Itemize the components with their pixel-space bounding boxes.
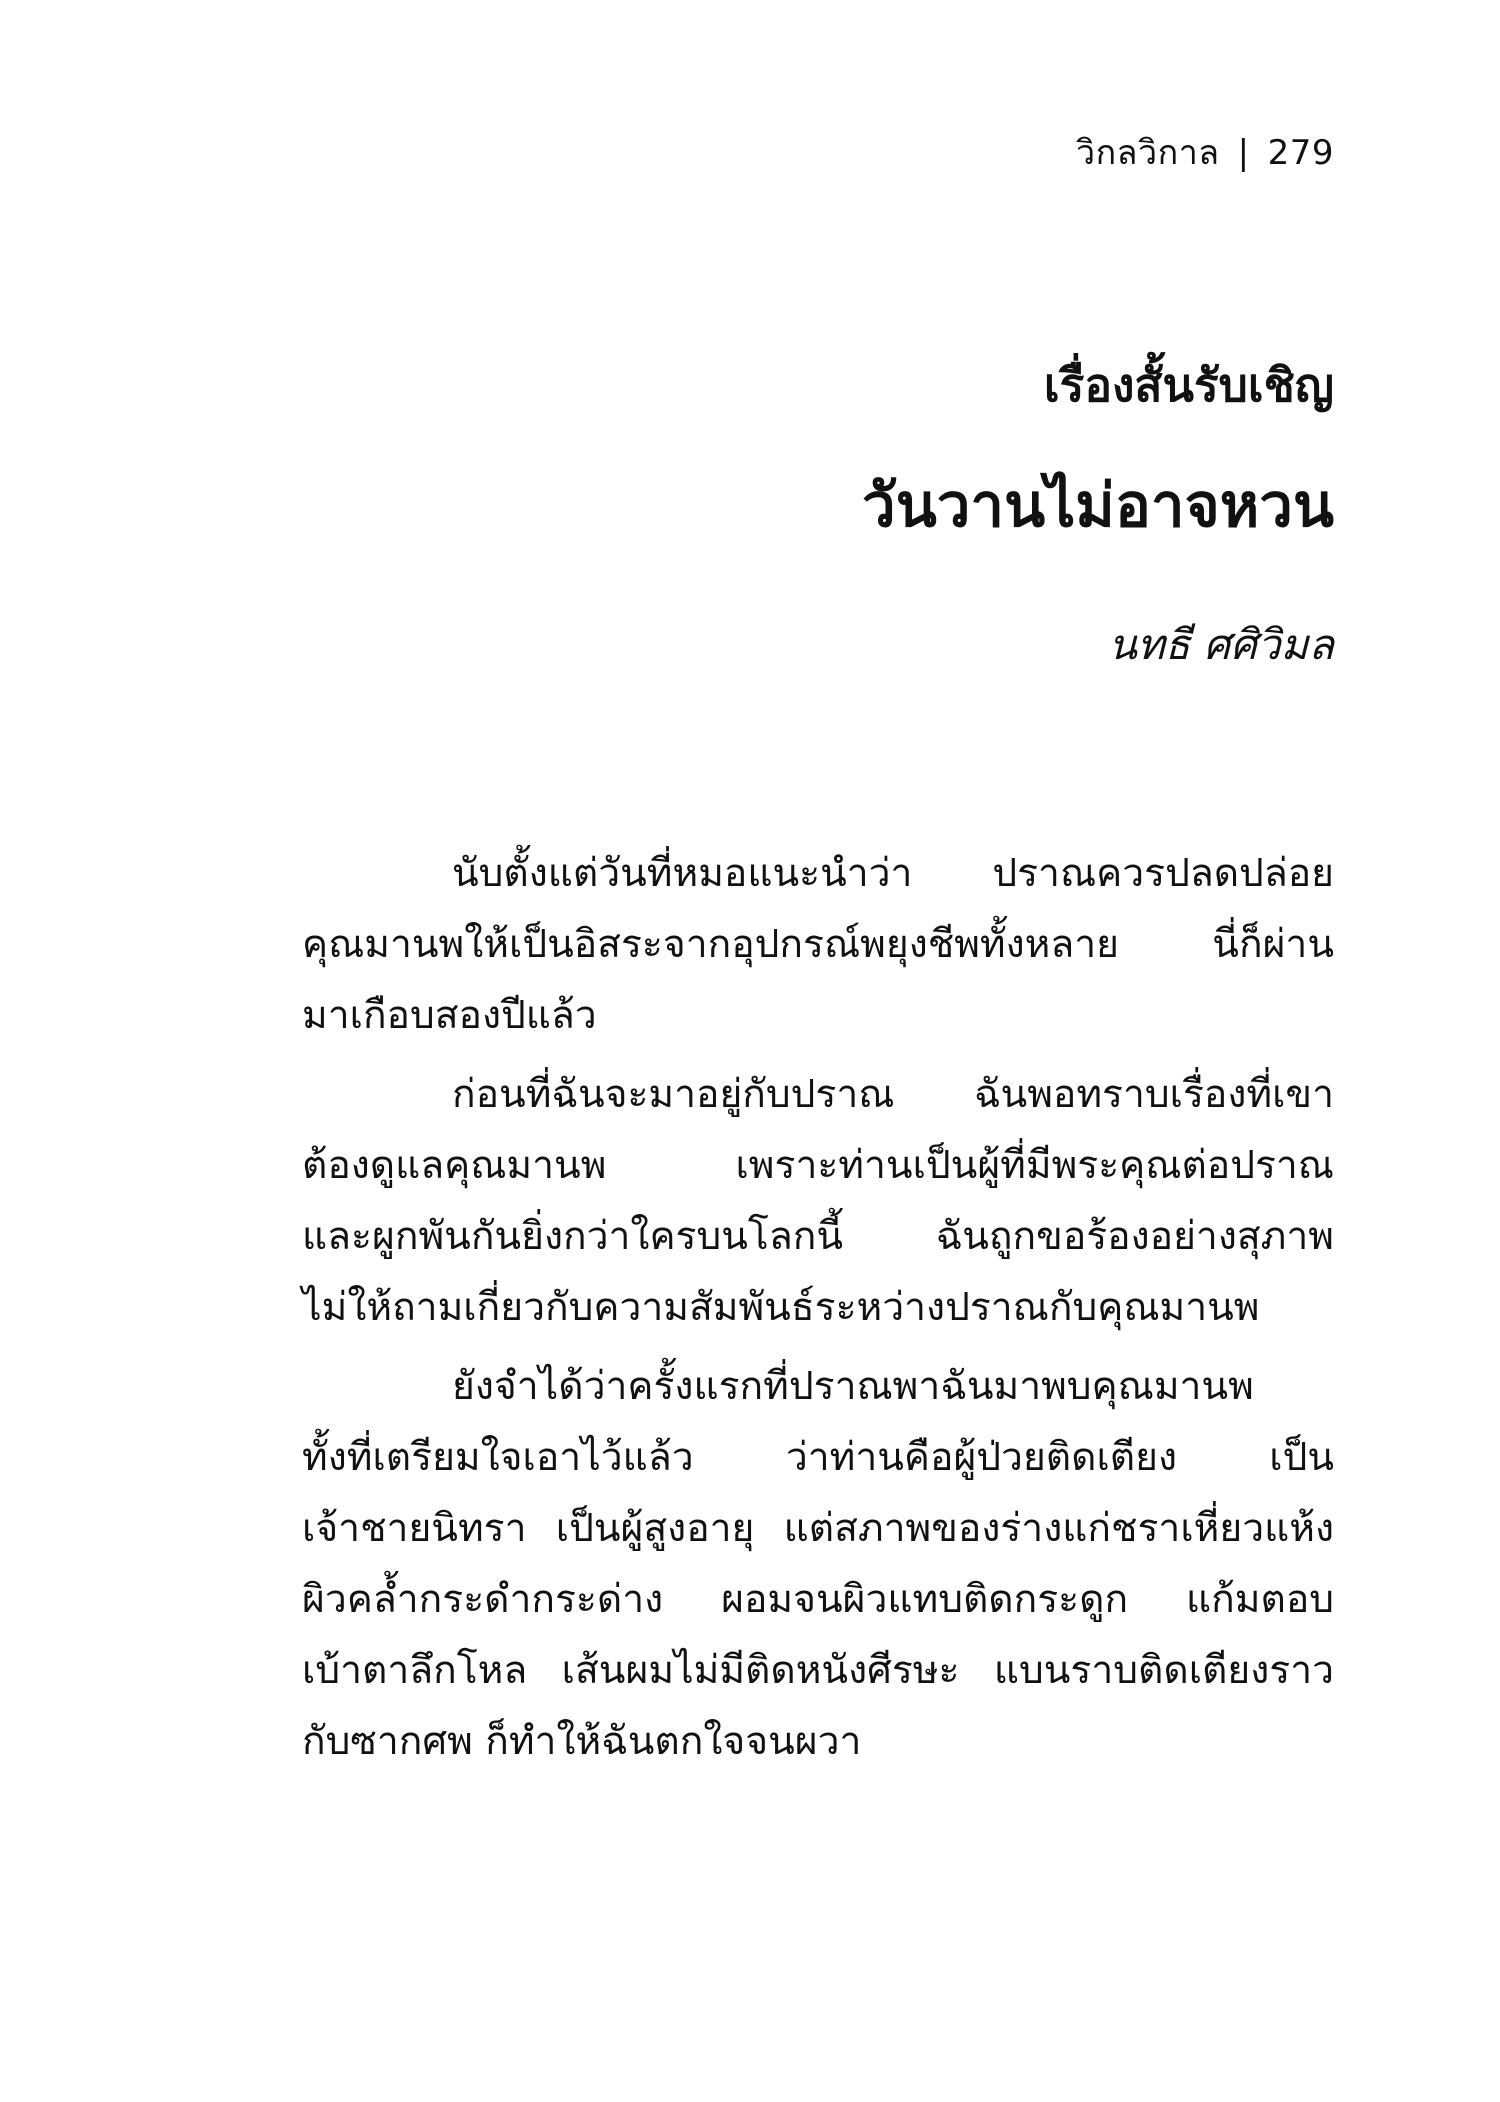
text-line: นับตั้งแต่วันที่หมอแนะนำว่า ปราณควรปลดปล่อย — [452, 851, 1334, 896]
paragraph-1 — [302, 838, 1334, 1051]
running-header-book-title: วิกลวิกาล — [1076, 133, 1220, 173]
running-header — [1076, 133, 1334, 173]
paragraph-2 — [302, 1059, 1334, 1343]
text-line: ทั้งที่เตรียมใจเอาไว้แล้ว ว่าท่านคือผู้ป่วยติดเตียง เป็น — [302, 1435, 1334, 1480]
text-line: ก่อนที่ฉันจะมาอยู่กับปราณ ฉันพอทราบเรื่องที่เขา — [452, 1072, 1334, 1117]
story-title: วันวานไม่อาจหวน — [862, 471, 1334, 541]
text-line: ผิวคล้ำกระดำกระด่าง ผอมจนผิวแทบติดกระดูก แก้มตอบ — [302, 1577, 1334, 1622]
text-line: กับซากศพ ก็ทำให้ฉันตกใจจนผวา — [302, 1719, 862, 1764]
story-body — [302, 838, 1334, 1777]
text-line: และผูกพันกันยิ่งกว่าใครบนโลกนี้ ฉันถูกขอร้องอย่างสุภาพ — [302, 1214, 1334, 1259]
text-line: ยังจำได้ว่าครั้งแรกที่ปราณพาฉันมาพบคุณมานพ — [452, 1364, 1254, 1409]
text-line: เบ้าตาลึกโหล เส้นผมไม่มีติดหนังศีรษะ แบนราบติดเตียงราว — [302, 1648, 1334, 1693]
text-line: มาเกือบสองปีแล้ว — [302, 993, 597, 1038]
running-header-separator: | — [1237, 133, 1250, 173]
page-number: 279 — [1267, 133, 1334, 173]
text-line: ไม่ให้ถามเกี่ยวกับความสัมพันธ์ระหว่างปราณกับคุณมานพ — [302, 1285, 1260, 1330]
text-line: ต้องดูแลคุณมานพ เพราะท่านเป็นผู้ที่มีพระคุณต่อปราณ — [302, 1143, 1334, 1188]
paragraph-3 — [302, 1351, 1334, 1777]
text-line: คุณมานพให้เป็นอิสระจากอุปกรณ์พยุงชีพทั้งหลาย นี่ก็ผ่าน — [302, 922, 1334, 967]
series-label: เรื่องสั้นรับเชิญ — [1043, 358, 1334, 412]
author-name: นทธี ศศิวิมล — [1108, 620, 1334, 669]
text-line: เจ้าชายนิทรา เป็นผู้สูงอายุ แต่สภาพของร่างแก่ชราเหี่ยวแห้ง — [302, 1506, 1334, 1551]
